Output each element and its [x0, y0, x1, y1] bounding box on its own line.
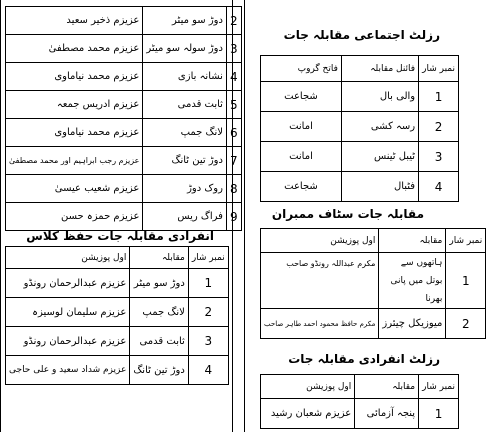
row-number: 4	[188, 356, 228, 385]
table-row	[6, 119, 242, 147]
winner-group-header: فاتح گروپ	[261, 56, 342, 82]
winner-group: امانت	[261, 112, 342, 142]
table-row	[6, 35, 242, 63]
row-number: 6	[226, 119, 241, 147]
row-number: 7	[226, 147, 241, 175]
row-number: 5	[226, 91, 241, 119]
individual-results-table	[260, 374, 459, 429]
event-name: میوزیکل چیئرز	[379, 309, 446, 339]
staff-events-heading: مقابلہ جات سٹاف ممبران	[271, 207, 424, 221]
table-row	[6, 356, 229, 385]
event-name: والی بال	[341, 82, 418, 112]
event-name: دوڑ تین ٹانگ	[130, 356, 188, 385]
winner-name: عزیزم شعیب عیسیٰ	[6, 175, 143, 203]
table-row	[6, 327, 229, 356]
event-name: لانگ جمپ	[143, 119, 227, 147]
table-row	[261, 172, 459, 202]
table-header-row	[261, 56, 459, 82]
row-number: 1	[446, 253, 486, 309]
row-number: 2	[446, 309, 486, 339]
row-number: 1	[419, 82, 459, 112]
table-row	[261, 253, 486, 309]
winner-group: شجاعت	[261, 172, 342, 202]
winner-name: عزیزم رجب ابراہیم اور محمد مصطفیٰ	[6, 147, 143, 175]
winner-name: عزیزم عبدالرحمان رونڈو	[6, 327, 130, 356]
table-row	[6, 203, 242, 231]
row-number: 1	[419, 399, 459, 429]
number-header: نمبر شار	[419, 375, 459, 399]
table-row	[6, 269, 229, 298]
position-header: اول پوزیشن	[261, 229, 379, 253]
event-name: لانگ جمپ	[130, 298, 188, 327]
table-row	[6, 91, 242, 119]
row-number: 3	[419, 142, 459, 172]
table-row	[6, 298, 229, 327]
event-name: روک دوڑ	[143, 175, 227, 203]
position-header: اول پوزیشن	[6, 247, 130, 269]
winner-name: عزیزم ادریس جمعہ	[6, 91, 143, 119]
table-row	[261, 142, 459, 172]
table-header-row	[261, 375, 459, 399]
table-row	[6, 175, 242, 203]
winner-name: عزیزم سلیمان لوسیزہ	[6, 298, 130, 327]
winner-name: عزیزم ذخیر سعید	[6, 7, 143, 35]
column-divider-left	[0, 0, 1, 432]
staff-results-table	[260, 228, 486, 339]
event-name: ہاتھوں سے بوتل میں پانی بھرنا	[379, 253, 446, 309]
winner-name: عزیزم محمد نیاماوی	[6, 63, 143, 91]
row-number: 2	[188, 298, 228, 327]
position-header: اول پوزیشن	[261, 375, 355, 399]
event-name: پنجہ آزمائی	[355, 399, 419, 429]
column-divider-middle-2	[244, 0, 245, 432]
row-number: 8	[226, 175, 241, 203]
table-row	[261, 309, 486, 339]
winner-name: عزیزم شعبان رشید	[261, 399, 355, 429]
event-name: ثابت قدمی	[143, 91, 227, 119]
table-row	[261, 112, 459, 142]
winner-name: عزیزم محمد مصطفیٰ	[6, 35, 143, 63]
winner-name: عزیزم عبدالرحمان رونڈو	[6, 269, 130, 298]
winner-name: مکرم حافظ محمود احمد طاہر صاحب	[261, 309, 379, 339]
winner-name: عزیزم شداد سعید و علی حاجی	[6, 356, 130, 385]
winner-group: امانت	[261, 142, 342, 172]
event-name: نشانہ بازی	[143, 63, 227, 91]
event-name: رسہ کشی	[341, 112, 418, 142]
row-number: 2	[419, 112, 459, 142]
event-name: دوڑ سولہ سو میٹر	[143, 35, 227, 63]
winner-name: مکرم عبداللہ رونڈو صاحب	[261, 253, 379, 309]
table-header-row	[6, 247, 229, 269]
event-name: دوڑ تین ٹانگ	[143, 147, 227, 175]
number-header: نمبر شار	[419, 56, 459, 82]
event-name: ٹیبل ٹینس	[341, 142, 418, 172]
winner-group: شجاعت	[261, 82, 342, 112]
number-header: نمبر شار	[446, 229, 486, 253]
row-number: 4	[226, 63, 241, 91]
row-number: 1	[188, 269, 228, 298]
row-number: 2	[226, 7, 241, 35]
event-name: دوڑ سو میٹر	[130, 269, 188, 298]
final-event-header: فائنل مقابلہ	[341, 56, 418, 82]
team-results-table	[260, 55, 459, 202]
table-header-row	[261, 229, 486, 253]
table-row	[261, 399, 459, 429]
row-number: 3	[188, 327, 228, 356]
table-row	[6, 7, 242, 35]
hifz-class-results-table	[5, 246, 229, 385]
hifz-class-heading: انفرادی مقابلہ جات حفظ کلاس	[26, 229, 214, 243]
team-results-heading: رزلٹ اجتماعی مقابلہ جات	[283, 28, 440, 42]
winner-name: عزیزم محمد نیاماوی	[6, 119, 143, 147]
event-header: مقابلہ	[355, 375, 419, 399]
table-row	[6, 147, 242, 175]
event-name: دوڑ سو میٹر	[143, 7, 227, 35]
winner-name: عزیزم حمزہ حسن	[6, 203, 143, 231]
event-name: فراگ ریس	[143, 203, 227, 231]
event-name: ثابت قدمی	[130, 327, 188, 356]
hifz-results-table-continued	[5, 6, 242, 231]
individual-results-heading: رزلٹ انفرادی مقابلہ جات	[288, 352, 440, 366]
row-number: 3	[226, 35, 241, 63]
event-header: مقابلہ	[130, 247, 188, 269]
row-number: 4	[419, 172, 459, 202]
table-row	[261, 82, 459, 112]
event-header: مقابلہ	[379, 229, 446, 253]
row-number: 9	[226, 203, 241, 231]
table-row	[6, 63, 242, 91]
number-header: نمبر شار	[188, 247, 228, 269]
event-name: فٹبال	[341, 172, 418, 202]
